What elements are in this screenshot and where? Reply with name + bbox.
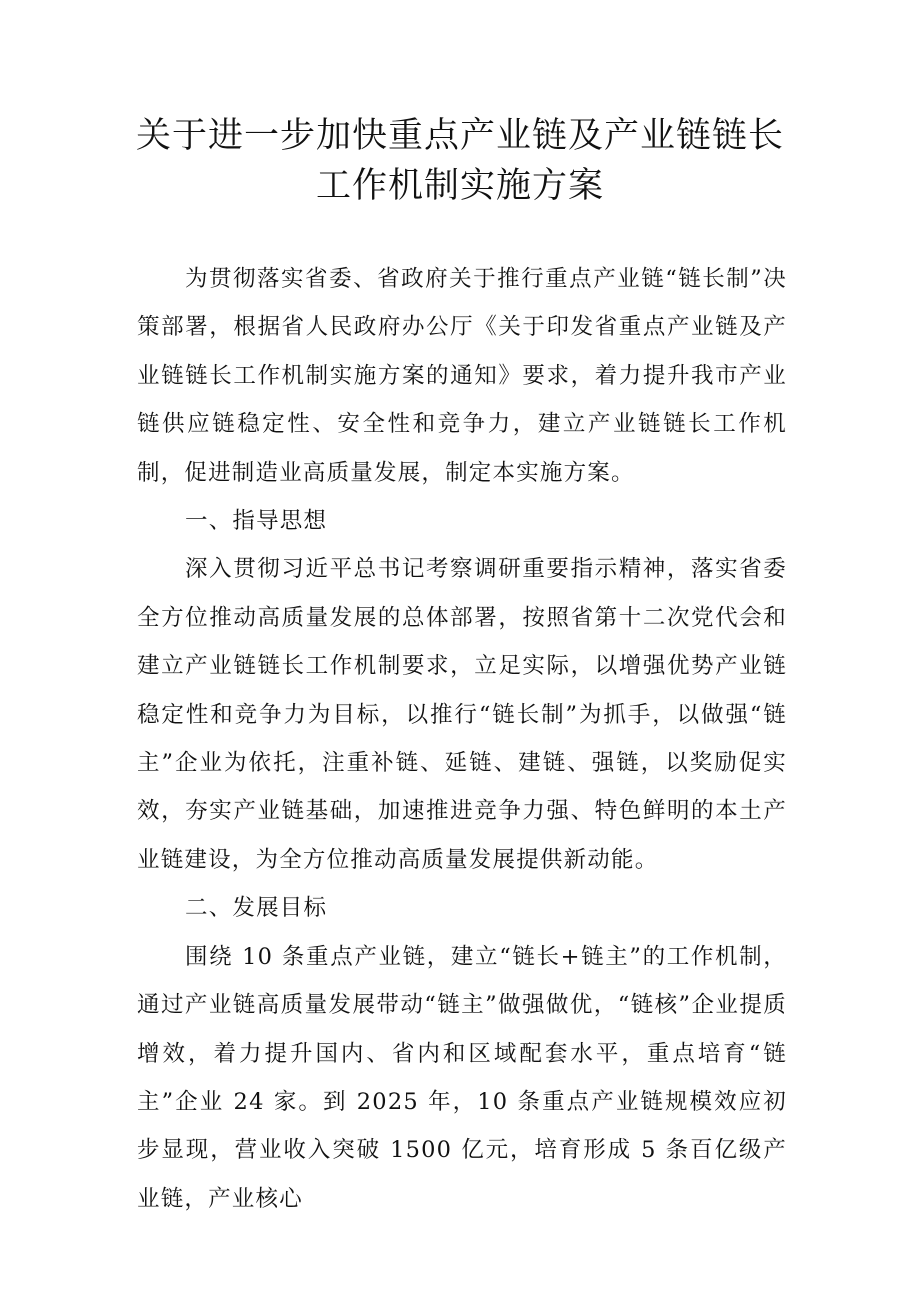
section-1-paragraph: 深入贯彻习近平总书记考察调研重要指示精神，落实省委全方位推动高质量发展的总体部署，按照省第十二次党代会和建立产业链链长工作机制要求，立足实际，以增强优势产业链稳定性和竞争力为目标，以推行“链长制”为抓手，以做强“链主”企业为依托，注重补链、延链、建链、强链，以奖励促实效，夯实产业链基础，加速推进竞争力强、特色鲜明的本土产业链建设，为全方位推动高质量发展提供新动能。	[137, 556, 787, 873]
document-title-line-2: 工作机制实施方案	[315, 166, 604, 206]
section-2-heading: 二、发展目标	[185, 895, 328, 922]
section-2-paragraph: 围绕 10 条重点产业链，建立“链长+链主”的工作机制，通过产业链高质量发展带动“链主”做强做优，“链核”企业提质增效，着力提升国内、省内和区域配套水平，重点培育“链主”企业 24 家。到 2025 年，10 条重点产业链规模效应初步显现，营业收入突破 1500 亿元，培育形成 5 条百亿级产业链，产业核心	[137, 943, 787, 1212]
intro-paragraph: 为贯彻落实省委、省政府关于推行重点产业链“链长制”决策部署，根据省人民政府办公厅《关于印发省重点产业链及产业链链长工作机制实施方案的通知》要求，着力提升我市产业链供应链稳定性、安全性和竞争力，建立产业链链长工作机制，促进制造业高质量发展，制定本实施方案。	[137, 266, 787, 486]
document-body	[137, 255, 787, 1223]
section-1-heading: 一、指导思想	[185, 508, 328, 535]
document-title-line-1: 关于进一步加快重点产业链及产业链链长	[135, 116, 784, 156]
